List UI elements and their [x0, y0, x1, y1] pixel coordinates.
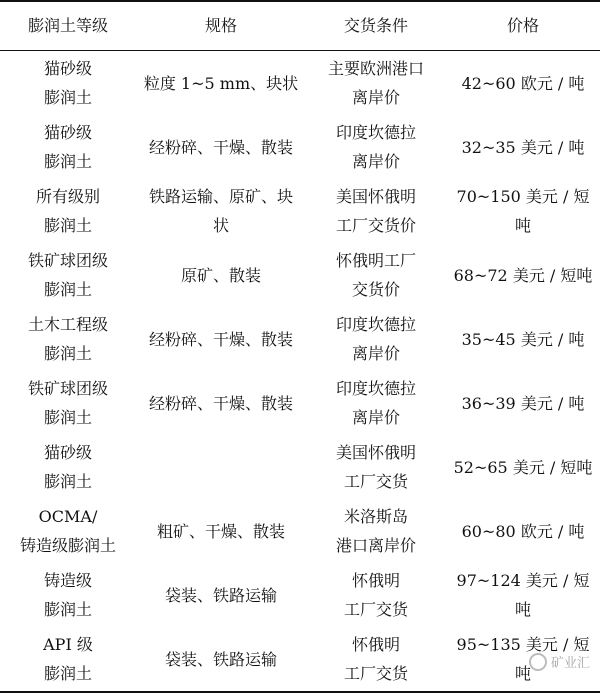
cell-grade: 铸造级 膨润土	[43, 571, 92, 619]
cell-delivery: 美国怀俄明 工厂交货	[335, 443, 416, 491]
cell-price: 60~80 欧元 / 吨	[461, 521, 585, 541]
cell-price: 36~39 美元 / 吨	[461, 393, 585, 413]
table-row	[0, 243, 600, 307]
cell-spec: 经粉碎、干燥、散装	[148, 329, 293, 349]
cell-spec: 原矿、散装	[180, 265, 261, 285]
table-row	[0, 115, 600, 179]
cell-delivery: 怀俄明工厂 交货价	[335, 251, 416, 299]
table-row	[0, 179, 600, 243]
cell-delivery: 怀俄明 工厂交货	[343, 635, 408, 683]
table-row	[0, 627, 600, 691]
cell-delivery: 印度坎德拉 离岸价	[335, 123, 416, 171]
cell-spec: 袋装、铁路运输	[164, 585, 277, 605]
cell-price: 35~45 美元 / 吨	[461, 329, 585, 349]
cell-grade: 所有级别 膨润土	[35, 187, 100, 235]
table-row	[0, 307, 600, 371]
cell-delivery: 印度坎德拉 离岸价	[335, 379, 416, 427]
cell-grade: 铁矿球团级 膨润土	[27, 251, 108, 299]
cell-spec	[136, 435, 306, 499]
table-row	[0, 499, 600, 563]
table-row	[0, 563, 600, 627]
cell-price: 42~60 欧元 / 吨	[461, 73, 585, 93]
cell-spec: 经粉碎、干燥、散装	[148, 393, 293, 413]
header-price: 价格	[506, 16, 539, 35]
table-row	[0, 51, 600, 115]
cell-grade: API 级 膨润土	[43, 635, 93, 683]
cell-delivery: 怀俄明 工厂交货	[343, 571, 408, 619]
table-header-row	[0, 0, 600, 51]
cell-price: 68~72 美元 / 短吨	[453, 265, 593, 285]
table-header-rule	[0, 50, 600, 51]
table-top-rule	[0, 0, 600, 2]
cell-grade: 猫砂级 膨润土	[43, 123, 92, 171]
cell-grade: 猫砂级 膨润土	[43, 59, 92, 107]
cell-price: 70~150 美元 / 短吨	[456, 187, 590, 235]
cell-spec: 粗矿、干燥、散装	[156, 521, 285, 541]
cell-spec: 粒度 1~5 mm、块状	[143, 73, 299, 93]
watermark	[529, 652, 590, 671]
cell-grade: 土木工程级 膨润土	[27, 315, 108, 363]
cell-delivery: 主要欧洲港口 离岸价	[327, 59, 424, 107]
table-row	[0, 371, 600, 435]
table-bottom-rule	[0, 691, 600, 693]
header-delivery: 交货条件	[343, 16, 408, 35]
cell-price: 95~135 美元 / 短吨	[456, 635, 590, 683]
cell-spec: 经粉碎、干燥、散装	[148, 137, 293, 157]
cell-grade: OCMA/ 铸造级膨润土	[19, 507, 116, 555]
cell-spec: 铁路运输、原矿、块 状	[148, 187, 293, 235]
cell-spec: 袋装、铁路运输	[164, 649, 277, 669]
cell-price: 97~124 美元 / 短吨	[456, 571, 590, 619]
cell-grade: 猫砂级 膨润土	[43, 443, 92, 491]
watermark-text: 矿业汇	[550, 656, 590, 671]
cell-grade: 铁矿球团级 膨润土	[27, 379, 108, 427]
cell-price: 32~35 美元 / 吨	[461, 137, 585, 157]
cell-delivery: 美国怀俄明 工厂交货价	[335, 187, 416, 235]
cell-delivery: 米洛斯岛 港口离岸价	[335, 507, 416, 555]
header-spec: 规格	[204, 16, 237, 35]
header-grade: 膨润土等级	[27, 16, 108, 35]
table-row	[0, 435, 600, 499]
cell-price: 52~65 美元 / 短吨	[453, 457, 593, 477]
watermark-logo-icon	[529, 653, 547, 671]
cell-delivery: 印度坎德拉 离岸价	[335, 315, 416, 363]
